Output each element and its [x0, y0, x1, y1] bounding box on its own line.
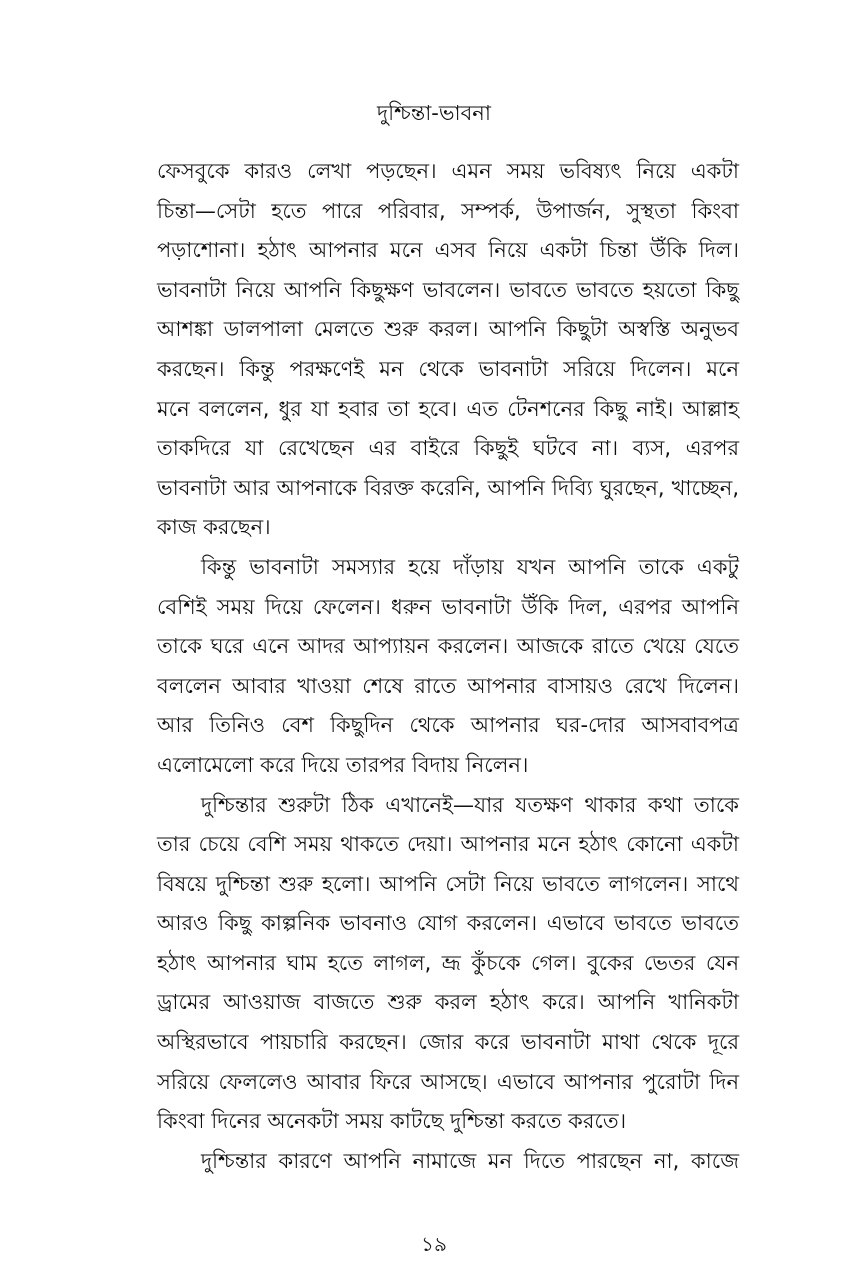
text-line: বেশিই সময় দিয়ে ফেলেন। ধরুন ভাবনাটা উঁকি দিল, এরপর আপনি: [157, 594, 739, 619]
text-line: ভাবনাটা নিয়ে আপনি কিছুক্ষণ ভাবলেন। ভাবতে ভাবতে হয়তো কিছু: [157, 277, 739, 302]
text-line: বললেন আবার খাওয়া শেষে রাতে আপনার বাসায়ও রেখে দিলেন।: [157, 673, 739, 698]
text-line: চিন্তা—সেটা হতে পারে পরিবার, সম্পর্ক, উপার্জন, সুস্থতা কিংবা: [157, 198, 739, 223]
text-line: ড্রামের আওয়াজ বাজতে শুরু করল হঠাৎ করে। আপনি খানিকটা: [157, 990, 739, 1015]
text-line: দুশ্চিন্তার শুরুটা ঠিক এখানেই—যার যতক্ষণ থাকার কথা তাকে: [201, 792, 739, 817]
text-line: পড়াশোনা। হঠাৎ আপনার মনে এসব নিয়ে একটা চিন্তা উঁকি দিল।: [157, 238, 739, 263]
text-line: তাকদিরে যা রেখেছেন এর বাইরে কিছুই ঘটবে না। ব্যস, এরপর: [157, 436, 739, 461]
text-line: মনে বললেন, ধুর যা হবার তা হবে। এত টেনশনের কিছু নাই। আল্লাহ: [157, 396, 739, 421]
body-text: [157, 152, 739, 1181]
paragraph: [157, 548, 739, 786]
text-line: হঠাৎ আপনার ঘাম হতে লাগল, ভ্রূ কুঁচকে গেল। বুকের ভেতর যেন: [157, 950, 739, 975]
running-header: দুশ্চিন্তা-ভাবনা: [377, 101, 491, 125]
paragraph: [157, 786, 739, 1142]
paragraph: [157, 1142, 739, 1182]
text-line: তার চেয়ে বেশি সময় থাকতে দেয়া। আপনার মনে হঠাৎ কোনো একটা: [157, 832, 739, 857]
paragraph: [157, 152, 739, 548]
text-line: কিন্তু ভাবনাটা সমস্যার হয়ে দাঁড়ায় যখন আপনি তাকে একটু: [201, 554, 739, 579]
text-line: এলোমেলো করে দিয়ে তারপর বিদায় নিলেন।: [157, 752, 529, 777]
text-line: অস্থিরভাবে পায়চারি করছেন। জোর করে ভাবনাটা মাথা থেকে দূরে: [157, 1030, 739, 1055]
page-number: ১৯: [421, 1232, 447, 1256]
text-line: করছেন। কিন্তু পরক্ষণেই মন থেকে ভাবনাটা সরিয়ে দিলেন। মনে: [157, 356, 739, 381]
text-line: আর তিনিও বেশ কিছুদিন থেকে আপনার ঘর-দোর আসবাবপত্র: [157, 713, 739, 738]
text-line: সরিয়ে ফেললেও আবার ফিরে আসছে। এভাবে আপনার পুরোটা দিন: [157, 1069, 739, 1094]
text-line: দুশ্চিন্তার কারণে আপনি নামাজে মন দিতে পারছেন না, কাজে: [201, 1148, 739, 1173]
text-line: আরও কিছু কাল্পনিক ভাবনাও যোগ করলেন। এভাবে ভাবতে ভাবতে: [157, 911, 739, 936]
text-line: কিংবা দিনের অনেকটা সময় কাটছে দুশ্চিন্তা করতে করতে।: [157, 1109, 627, 1134]
text-line: বিষয়ে দুশ্চিন্তা শুরু হলো। আপনি সেটা নিয়ে ভাবতে লাগলেন। সাথে: [157, 871, 739, 896]
text-line: ফেসবুকে কারও লেখা পড়ছেন। এমন সময় ভবিষ্যৎ নিয়ে একটা: [157, 159, 739, 183]
text-line: তাকে ঘরে এনে আদর আপ্যায়ন করলেন। আজকে রাতে খেয়ে যেতে: [157, 634, 739, 659]
text-line: কাজ করছেন।: [157, 515, 271, 540]
text-line: ভাবনাটা আর আপনাকে বিরক্ত করেনি, আপনি দিব্যি ঘুরছেন, খাচ্ছেন,: [157, 475, 739, 500]
text-line: আশঙ্কা ডালপালা মেলতে শুরু করল। আপনি কিছুটা অস্বস্তি অনুভব: [157, 317, 739, 342]
